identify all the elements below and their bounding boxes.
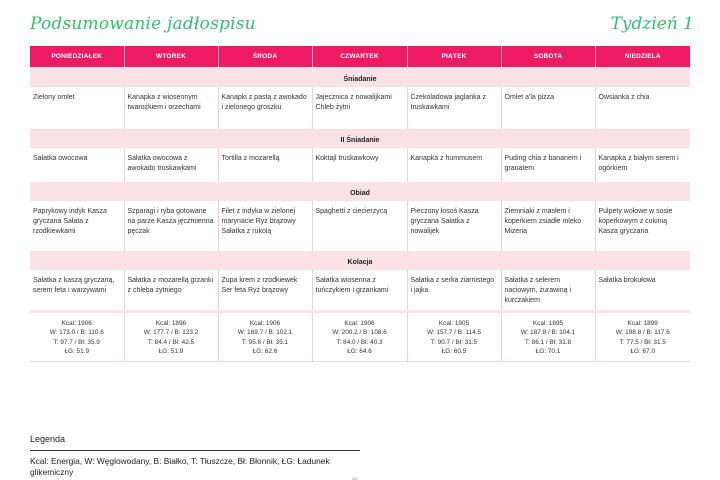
dish-cell: Kanapka z białym serem i ogórkiem bbox=[595, 148, 690, 182]
day-totals-cell bbox=[312, 313, 407, 361]
day-totals-cell bbox=[218, 313, 312, 361]
totals-line: T: 77.5 / Bł: 31.5 bbox=[619, 338, 666, 346]
totals-line: ŁG: 60.5 bbox=[441, 347, 467, 355]
dish-cell: Koktajl truskawkowy bbox=[312, 148, 407, 182]
dish-cell: Pulpety wołowe w sosie koperkowym z cukinią Kasza gryczana bbox=[595, 201, 690, 251]
page-number: 2/6 bbox=[352, 476, 358, 480]
dish-cell: Sałatka z mozarellą grzanki z chleba żytniego bbox=[124, 270, 218, 310]
dish-cell: Sałatka z kaszą gryczaną, serem feta i warzywami bbox=[30, 270, 124, 310]
totals-line: W: 177.7 / B: 123.2 bbox=[143, 329, 199, 337]
day-header-tuesday: WTOREK bbox=[124, 46, 218, 67]
dish-cell: Zielony omlet bbox=[30, 87, 124, 129]
totals-line: W: 200.2 / B: 108.6 bbox=[332, 329, 387, 337]
dish-cell: Sałatka wiosenna z tuńczykiem i grzankami bbox=[312, 270, 407, 310]
totals-line: ŁG: 62.6 bbox=[252, 347, 278, 355]
dish-cell: Ziemniaki z masłem i koperkiem zsiadłe mleko Mizeria bbox=[501, 201, 595, 251]
totals-line: ŁG: 64.6 bbox=[347, 347, 372, 355]
day-header-thursday: CZWARTEK bbox=[312, 46, 407, 67]
meal-section-second-breakfast: II Śniadanie bbox=[30, 132, 690, 148]
legend-text: Kcal: Energia, W: Węglowodany, B: Białko, T: Tłuszcze, Bł: Błonnik, ŁG: Ładunek glikemiczny bbox=[30, 456, 330, 477]
meal-section-breakfast: Śniadanie bbox=[30, 71, 690, 87]
page-title: Podsumowanie jadłospisu bbox=[30, 14, 256, 34]
day-header-sunday: NIEDZIELA bbox=[595, 46, 690, 67]
day-header-monday: PONIEDZIAŁEK bbox=[30, 46, 124, 67]
totals-line: T: 90.7 / Bł: 31.5 bbox=[430, 338, 478, 346]
dish-cell: Sałatka z serka ziarnistego i jajka bbox=[407, 270, 501, 310]
dish-cell: Kanapka z hummusem bbox=[407, 148, 501, 182]
dish-cell: Tortilla z mozarellą bbox=[218, 148, 312, 182]
totals-line: Kcal: 1906 bbox=[344, 320, 375, 327]
dish-cell: Sałatka owocowa z awokado truskawkami bbox=[124, 148, 218, 182]
dish-cell: Kanapki z pastą z awokado i zielonego groszku bbox=[218, 87, 312, 129]
day-totals-cell bbox=[595, 313, 690, 361]
day-totals-cell bbox=[501, 313, 595, 361]
totals-line: ŁG: 70.1 bbox=[535, 347, 561, 355]
totals-line: Kcal: 1896 bbox=[155, 320, 187, 327]
totals-line: Kcal: 1895 bbox=[532, 320, 564, 327]
legend-divider bbox=[30, 450, 360, 451]
dish-cell: Sałatka brokułowa bbox=[595, 270, 690, 310]
totals-line: T: 95.6 / Bł: 35.1 bbox=[241, 338, 289, 346]
dish-cell: Filet z indyka w zielonej marynacie Ryż brązowy Sałatka z rukolą bbox=[218, 201, 312, 251]
meal-section-dinner: Kolacja bbox=[30, 254, 690, 270]
dish-cell: Pieczony łosoś Kasza gryczana Sałatka z nowalijek bbox=[407, 201, 501, 251]
totals-line: Kcal: 1905 bbox=[438, 320, 470, 327]
day-header-wednesday: ŚRODA bbox=[218, 46, 312, 67]
totals-line: Kcal: 1906 bbox=[61, 320, 92, 327]
dish-cell: Owsianka z chia bbox=[595, 87, 690, 129]
dish-cell: Sałatka owocowa bbox=[30, 148, 124, 182]
totals-line: ŁG: 51.9 bbox=[158, 347, 184, 355]
totals-line: W: 169.7 / B: 102.1 bbox=[237, 329, 293, 337]
totals-line: T: 86.1 / Bł: 31.8 bbox=[524, 338, 572, 346]
totals-line: W: 198.8 / B: 117.6 bbox=[615, 329, 670, 337]
totals-line: W: 173.0 / B: 110.6 bbox=[49, 329, 104, 337]
totals-line: Kcal: 1899 bbox=[627, 320, 658, 327]
dish-cell: Szparagi i ryba gotowane na parze Kasza jęczmienna pęczak bbox=[124, 201, 218, 251]
dish-cell: Sałatka z selerem naciowym, żurawiną i kurczakiem bbox=[501, 270, 595, 310]
day-header-friday: PIĄTEK bbox=[407, 46, 501, 67]
week-label: Tydzień 1 bbox=[610, 14, 694, 34]
totals-line: T: 84.0 / Bł: 40.3 bbox=[336, 338, 383, 346]
totals-line: Kcal: 1906 bbox=[249, 320, 281, 327]
meal-plan-table bbox=[30, 46, 690, 362]
day-totals-cell bbox=[407, 313, 501, 361]
totals-line: W: 187.8 / B: 104.1 bbox=[520, 329, 576, 337]
dish-cell: Puding chia z bananem i granatem bbox=[501, 148, 595, 182]
day-totals-cell bbox=[30, 313, 124, 361]
dish-cell: Omlet a'la pizza bbox=[501, 87, 595, 129]
dish-cell: Kanapka z wiosennym twarożkiem i orzechami bbox=[124, 87, 218, 129]
totals-line: ŁG: 51.9 bbox=[64, 347, 89, 355]
day-header-row bbox=[30, 46, 690, 67]
dish-cell: Jajecznica z nowalijkami Chleb żytni bbox=[312, 87, 407, 129]
meal-section-lunch: Obiad bbox=[30, 185, 690, 201]
totals-line: T: 97.7 / Bł: 35.9 bbox=[53, 338, 100, 346]
dish-cell: Spaghetti z ciecierzycą bbox=[312, 201, 407, 251]
dish-cell: Zupa krem z rzodkiewek Ser feta Ryż brązowy bbox=[218, 270, 312, 310]
totals-line: W: 157.7 / B: 114.5 bbox=[426, 329, 482, 337]
legend-title: Legenda bbox=[30, 434, 66, 444]
totals-line: ŁG: 67.0 bbox=[630, 347, 655, 355]
day-header-saturday: SOBOTA bbox=[501, 46, 595, 67]
totals-line: T: 84.4 / Bł: 42.5 bbox=[147, 338, 195, 346]
dish-cell: Czekoladowa jaglanka z truskawkami bbox=[407, 87, 501, 129]
dish-cell: Paprykowy indyk Kasza gryczana Sałata z rzodkiewkami bbox=[30, 201, 124, 251]
day-totals-cell bbox=[124, 313, 218, 361]
